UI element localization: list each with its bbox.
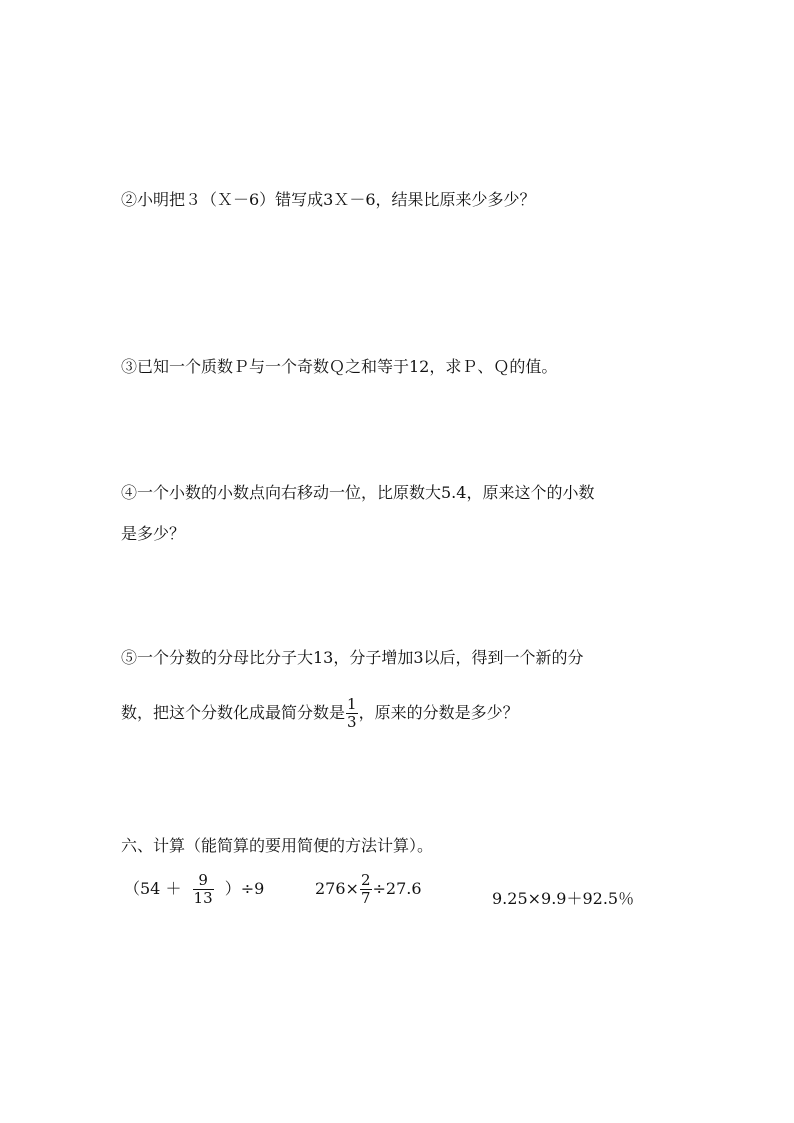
- question-5-text-after: ，原来的分数是多少？: [358, 703, 519, 722]
- expression-2-suffix: ÷27.6: [372, 879, 422, 898]
- expression-2-prefix: 276×: [315, 879, 359, 898]
- question-3: ③已知一个质数Ｐ与一个奇数Ｑ之和等于12，求Ｐ、Ｑ的值。: [121, 357, 558, 376]
- fraction-two-sevenths: [360, 872, 372, 907]
- expression-1-suffix: ）÷9: [224, 879, 265, 898]
- question-5-line-2: [121, 696, 519, 731]
- expression-2: [315, 872, 422, 907]
- expression-3: 9.25×9.9＋92.5％: [492, 889, 635, 908]
- fraction-denominator: 13: [193, 889, 213, 907]
- question-5-line-1: ⑤一个分数的分母比分子大13，分子增加3以后，得到一个新的分: [121, 648, 584, 667]
- fraction-numerator: 9: [198, 871, 208, 889]
- fraction-numerator: 1: [347, 695, 357, 713]
- question-5-text-before: 数，把这个分数化成最简分数是: [121, 703, 346, 722]
- question-4-line-1: ④一个小数的小数点向右移动一位，比原数大5.4，原来这个的小数: [121, 483, 595, 502]
- expression-1-prefix: （54 ＋: [124, 879, 182, 898]
- fraction-denominator: 3: [347, 713, 357, 731]
- section-6-heading: 六、计算（能简算的要用简便的方法计算）。: [121, 836, 434, 855]
- fraction-denominator: 7: [360, 889, 371, 907]
- fraction-one-third: [346, 696, 358, 731]
- fraction-nine-thirteenths: [193, 872, 214, 907]
- expression-1: [124, 872, 264, 907]
- fraction-numerator: 2: [360, 871, 371, 889]
- question-4-line-2: 是多少？: [121, 524, 186, 543]
- question-2: ②小明把３（Ｘ－6）错写成3Ｘ－6，结果比原来少多少？: [121, 190, 536, 209]
